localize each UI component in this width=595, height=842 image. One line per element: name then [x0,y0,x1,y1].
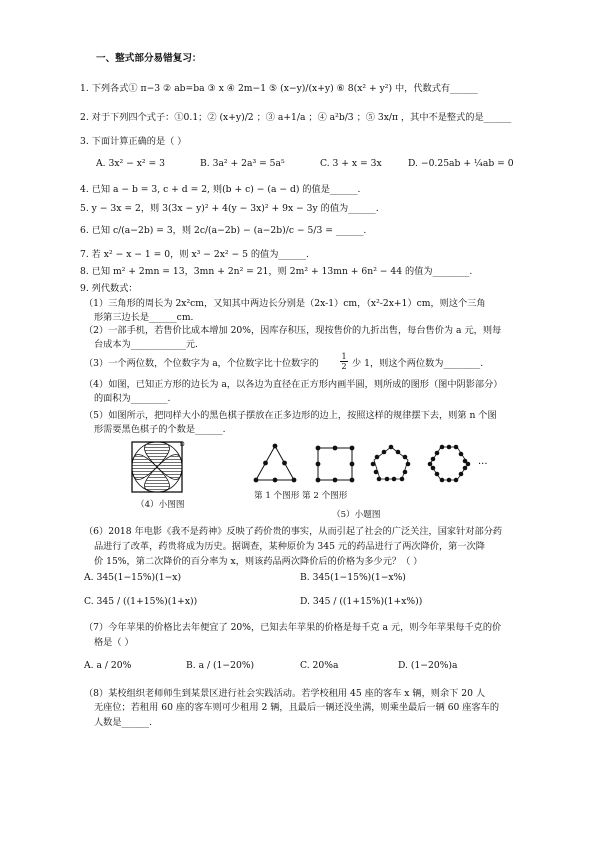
section-title: 一、整式部分易错复习： [96,53,202,64]
question-9-6-line-2: 品进行了改革，药贵将成为历史。据调查，某种原价为 345 元的药品进行了两次降价，第一次降 [94,541,485,552]
question-9-6-option-b: B. 345(1−15%)(1−x%) [300,572,406,583]
question-9-7-option-a: A. a / 20% [84,660,132,671]
question-3-option-a: A. 3x² − x² = 3 [96,158,165,169]
question-5: 5. y − 3x = 2，则 3(3x − y)² + 4(y − 3x)² + 9x − 3y 的值为______. [80,203,379,214]
question-9-7-option-d: D. (1−20%)a [398,660,458,671]
question-2: 2. 对于下列四个式子：①0.1；② (x+y)/2 ；③ a+1/a ；④ a²b/3 ；⑤ 3x/π ，其中不是整式的是______ [80,112,512,123]
question-9-1-line-1: （1）三角形的周长为 2x²cm，又知其中两边长分别是（2x-1）cm，（x²-2x+1）cm，则这个三角 [84,298,486,309]
question-9-1-line-2: 形第三边长是______cm. [94,312,194,323]
question-9-6-option-d: D. 345 / ((1+15%)(1+x%)) [300,596,423,607]
figure-4-caption: （4）小图图 [136,500,185,510]
question-9-8-line-1: （8）某校组织老师师生到某景区进行社会实践活动。若学校租用 45 座的客车 x 辆，则余下 20 人 [84,688,486,699]
question-9-3-line-2: 少 1，则这个两位数为________. [352,358,484,369]
question-9-8-line-3: 人数是______. [94,717,153,728]
question-9-3-line-1: （3）一个两位数，个位数字为 a，个位数字比十位数字的 [84,358,319,369]
question-9-4-line-2: 的面积为________. [94,393,171,404]
question-3-option-c: C. 3 + x = 3x [320,158,382,169]
fig5-ellipsis: ··· [478,459,488,470]
question-8: 8. 已知 m² + 2mn = 13，3mn + 2n² = 21，则 2m² + 13mn + 6n² − 44 的值为________. [80,266,473,277]
question-1: 1. 下列各式① π−3 ② ab=ba ③ x ④ 2m−1 ⑤ (x−y)/(x+y) ⑥ 8(x² + y²) 中，代数式有______ [80,83,478,94]
question-4: 4. 已知 a − b = 3, c + d = 2, 则(b + c) − (a − d) 的值是______. [80,184,361,195]
question-9-4-line-1: （4）如图，已知正方形的边长为 a，以各边为直径在正方形内画半圆，则所成的图形（图中阴影部分） [84,379,503,390]
fig4-corner-label: D [180,441,185,448]
question-9-2-line-2: 台成本为____________元. [94,339,198,350]
figure-5-caption: （5）小题图 [332,510,381,520]
question-9-6-line-1: （6）2018 年电影《我不是药神》反映了药价贵的事实，从而引起了社会的广泛关注，国家针对部分药 [84,526,503,537]
question-9-2-line-1: （2）一部手机，若售价比成本增加 20%，因库存积压，现按售价的九折出售，每台售价为 a 元，则每 [84,325,502,336]
question-9-7-line-2: 格是（ ） [94,637,134,648]
question-9-6-option-a: A. 345(1−15%)(1−x) [84,572,182,583]
question-9: 9. 列代数式： [80,283,138,294]
question-9-5-line-1: （5）如图所示，把同样大小的黑色棋子摆放在正多边形的边上，按照这样的规律摆下去，则第 n 个图 [84,410,497,421]
question-7: 7. 若 x² − x − 1 = 0，则 x³ − 2x² − 5 的值为______. [80,249,309,260]
question-9-5-line-2: 形需要黑色棋子的个数是______. [94,424,226,435]
question-9-7-option-c: C. 20%a [300,660,339,671]
question-3: 3. 下面计算正确的是（ ） [80,136,187,147]
question-6: 6. 已知 c/(a−2b) = 3，则 2c/(a−2b) − (a−2b)/c − 5/3 = ______. [80,225,367,236]
question-9-3-fraction-numerator: 1 [341,352,347,361]
question-9-8-line-2: 无座位；若租用 60 座的客车则可少租用 2 辆，且最后一辆还没坐满，则乘坐最后一辆 60 座客车的 [94,702,500,713]
question-9-3-fraction-denominator: 2 [341,362,347,371]
question-9-7-option-b: B. a / (1−20%) [186,660,255,671]
figure-5-pattern-labels: 第 1 个图形 第 2 个图形 [254,491,348,501]
question-3-option-d: D. −0.25ab + ¼ab = 0 [408,158,514,169]
question-9-7-line-1: （7）今年苹果的价格比去年便宜了 20%，已知去年苹果的价格是每千克 a 元，则今年苹果每千克的价 [84,622,502,633]
question-3-option-b: B. 3a² + 2a³ = 5a⁵ [200,158,285,169]
square-semicircles-figure [128,438,188,496]
question-9-6-line-3: 价 15%，第二次降价的百分率为 x，则该药品两次降价后的价格为多少元？（ ） [94,556,423,567]
question-9-6-option-c: C. 345 / ((1+15%)(1+x)) [84,596,198,607]
